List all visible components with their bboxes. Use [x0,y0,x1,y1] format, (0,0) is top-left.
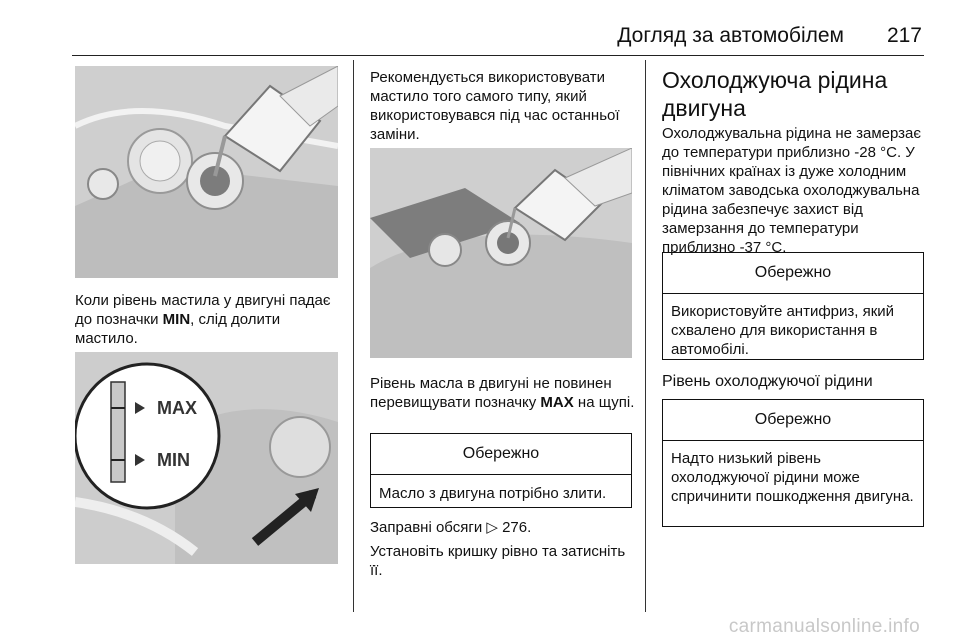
caution-body: Масло з двигуна потрібно злити. [379,485,607,502]
footer-watermark: carmanualsonline.info [728,616,920,637]
caution-body: Надто низький рівень охолоджуючої рідини може спричинити пошкодження двигуна. [671,450,914,505]
oil-type-paragraph: Рекомендується використовувати мастило того самого типу, який використовувався під час останньої заміни. [370,69,620,143]
min-mark-label: MIN [157,450,190,470]
caution-box-oil [370,433,632,508]
page-ref-arrow-icon: ▷ [486,519,498,536]
caution-body: Використовуйте антифриз, який схвалено для використання в автомобілі. [671,303,895,358]
max-mark-label: MAX [157,398,197,418]
cap-install-paragraph: Установіть кришку рівно та затисніть її. [370,543,626,579]
dipstick-image [75,352,338,564]
oil-min-paragraph: Коли рівень мастила у двигуні падає до позначки MIN, слід долити мастило. [75,292,331,347]
capacities-reference: Заправні обсяги ▷ 276. [370,519,532,536]
oil-filling-image [370,148,632,358]
oil-filler-pour-image [75,66,338,278]
caution-box-coolant-level [662,399,924,527]
header-rule [72,55,924,56]
page-ref-link[interactable]: 276 [502,519,528,536]
caution-title: Обережно [371,434,631,475]
page-title: Догляд за автомобілем [617,24,844,47]
column-divider [353,60,354,612]
page-number: 217 [886,24,922,47]
oil-max-paragraph: Рівень масла в двигуні не повинен перевищувати позначку MAX на щупі. [370,375,635,411]
caution-title: Обережно [663,253,923,294]
caution-title: Обережно [663,400,923,441]
coolant-paragraph: Охолоджувальна рідина не замерзає до температури приблизно -28 °C. У північних країнах із дуже холодним кліматом заводська охолоджувальна рідина забезпечує захист від замерзання до температури приблизно -37 °C. [662,125,922,256]
page-header [0,0,960,60]
section-heading: Охолоджуюча рідина двигуна [662,67,888,121]
column-divider [645,60,646,612]
coolant-level-subheading: Рівень охолоджуючої рідини [662,373,873,390]
caution-box-antifreeze [662,252,924,360]
